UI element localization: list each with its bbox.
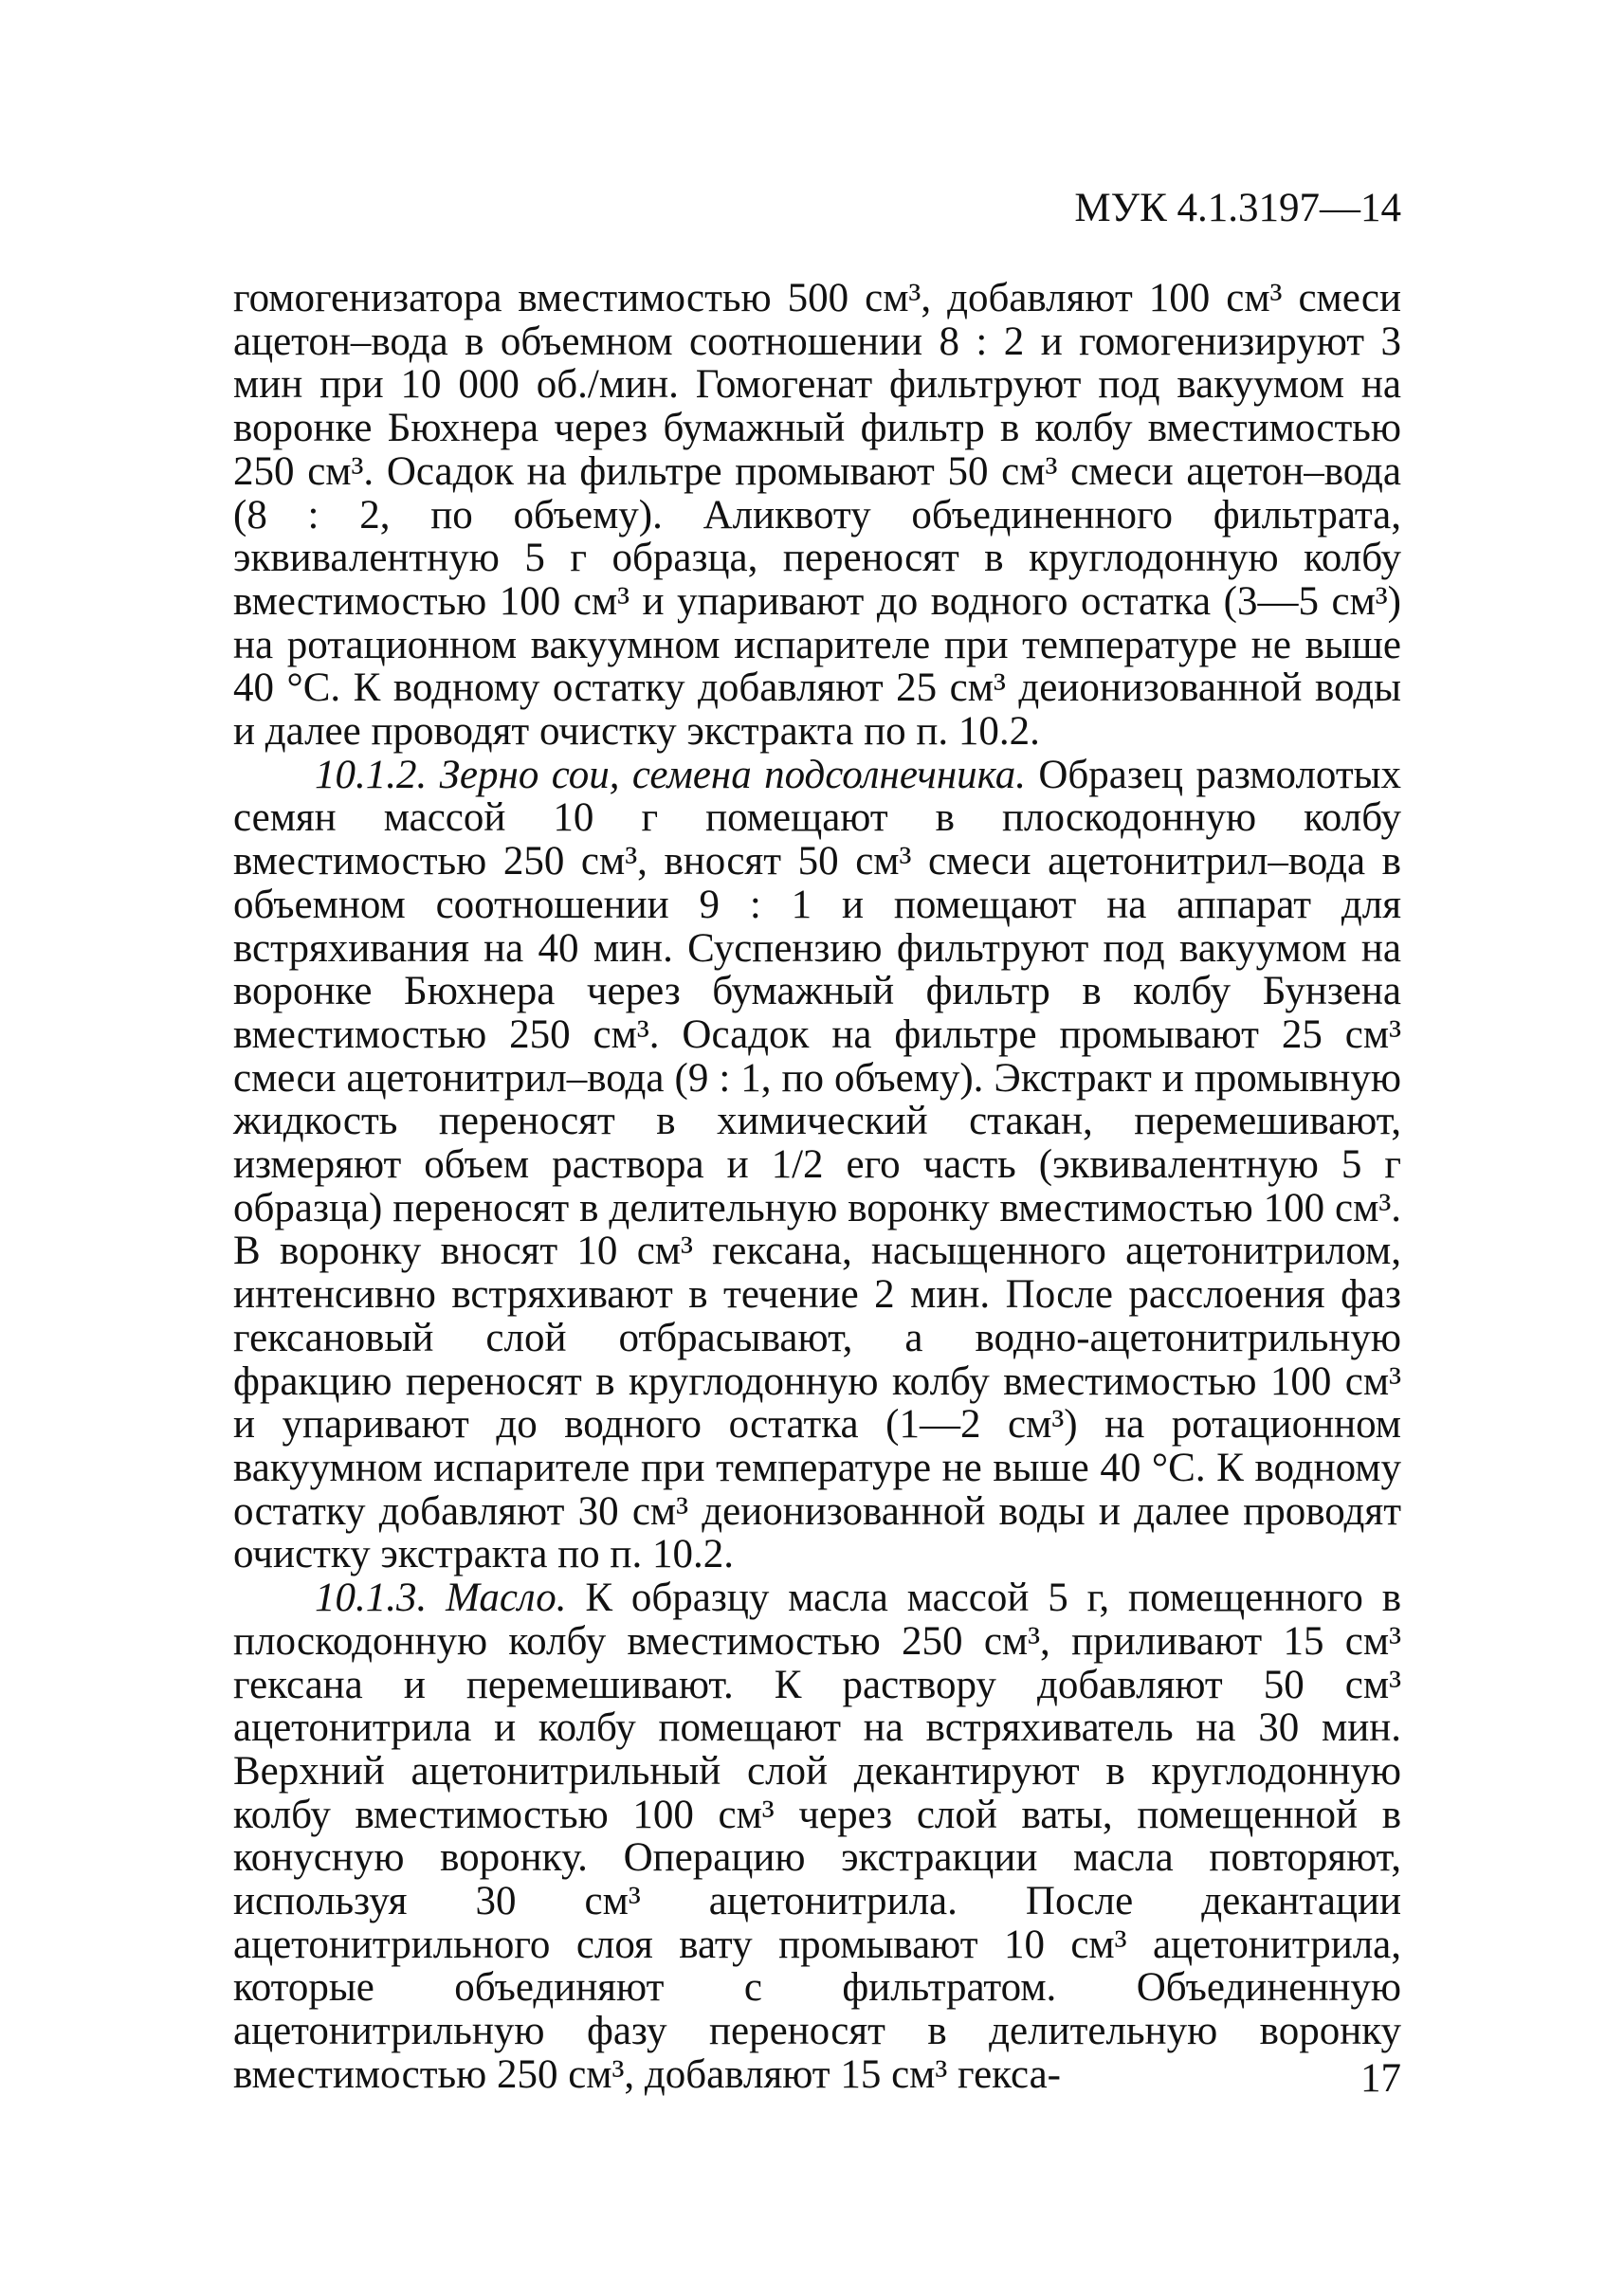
paragraph-text: К образцу масла массой 5 г, помещенного в плоскодонную колбу вместимостью 250 см³, приливают 15 см³ гексана и перемешивают. К раствору добавляют 50 см³ ацетонитрила и колбу помещают на встряхиватель на 30 мин. Верхний ацетонитрильный слой декантируют в круглодонную колбу вместимостью 100 см³ через слой ваты, помещенной в конусную воронку. Операцию экстракции масла повторяют, используя 30 см³ ацетонитрила. После декантации ацетонитрильного слоя вату промывают 10 см³ ацетонитрила, которые объединяют с фильтратом. Объединенную ацетонитрильную фазу переносят в делительную воронку вместимостью 250 см³, добавляют 15 см³ гекса-: [233, 1576, 1402, 2097]
section-heading-10-1-3: 10.1.3. Масло.: [315, 1576, 567, 1621]
document-code-header: МУК 4.1.3197—14: [1074, 186, 1401, 230]
page-number: 17: [1360, 2056, 1401, 2101]
paragraph-text: гомогенизатора вместимостью 500 см³, добавляют 100 см³ смеси ацетон–вода в объемном соотношении 8 : 2 и гомогенизируют 3 мин при 10 000 об./мин. Гомогенат фильтруют под вакуумом на воронке Бюхнера через бумажный фильтр в колбу вместимостью 250 см³. Осадок на фильтре промывают 50 см³ смеси ацетон–вода (8 : 2, по объему). Аликвоту объединенного фильтрата, эквивалентную 5 г образца, переносят в круглодонную колбу вместимостью 100 см³ и упаривают до водного остатка (3—5 см³) на ротационном вакуумном испарителе при температуре не выше 40 °С. К водному остатку добавляют 25 см³ деионизованной воды и далее проводят очистку экстракта по п. 10.2.: [233, 276, 1401, 755]
paragraph-oil: [233, 1576, 1401, 2096]
document-body: [233, 277, 1401, 2097]
paragraph-text: Образец размолотых семян массой 10 г помещают в плоскодонную колбу вместимостью 250 см³, вносят 50 см³ смеси ацетонитрил–вода в объемном соотношении 9 : 1 и помещают на аппарат для встряхивания на 40 мин. Суспензию фильтруют под вакуумом на воронке Бюхнера через бумажный фильтр в колбу Бунзена вместимостью 250 см³. Осадок на фильтре промывают 25 см³ смеси ацетонитрил–вода (9 : 1, по объему). Экстракт и промывную жидкость переносят в химический стакан, перемешивают, измеряют объем раствора и 1/2 его часть (эквивалентную 5 г образца) переносят в делительную воронку вместимостью 100 см³. В воронку вносят 10 см³ гексана, насыщенного ацетонитрилом, интенсивно встряхивают в течение 2 мин. После расслоения фаз гексановый слой отбрасывают, а водно-ацетонитрильную фракцию переносят в круглодонную колбу вместимостью 100 см³ и упаривают до водного остатка (1—2 см³) на ротационном вакуумном испарителе при температуре не выше 40 °С. К водному остатку добавляют 30 см³ деионизованной воды и далее проводят очистку экстракта по п. 10.2.: [233, 752, 1402, 1577]
section-heading-10-1-2: 10.1.2. Зерно сои, семена подсолнечника.: [315, 752, 1026, 797]
paragraph-continuation: [233, 277, 1401, 754]
paragraph-soy-sunflower: [233, 754, 1401, 1576]
